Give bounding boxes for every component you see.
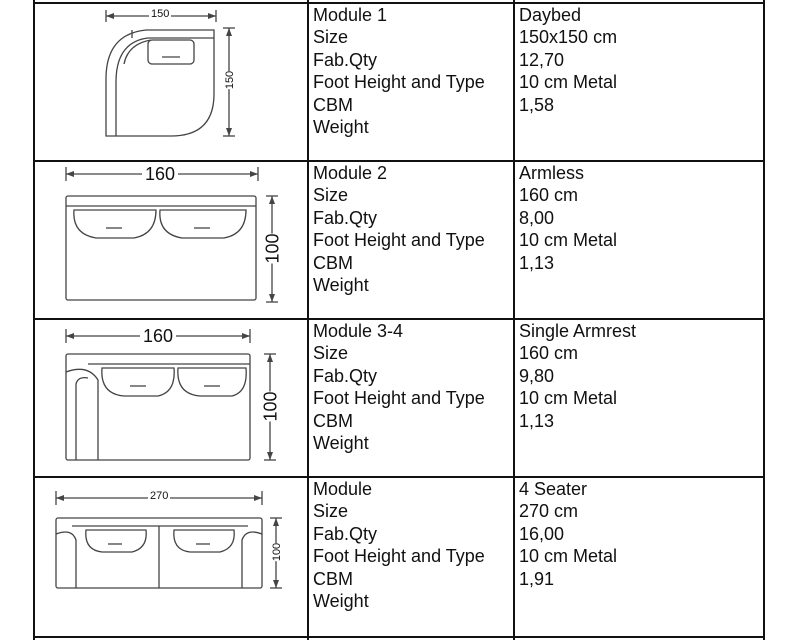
weight-label: Weight	[313, 433, 369, 454]
fab-qty-label: Fab.Qty	[313, 207, 378, 228]
foot-label: Foot Height and Type	[313, 230, 485, 251]
cbm-label: CBM	[313, 252, 353, 273]
foot-value: 10 cm Metal	[519, 546, 618, 567]
size-value: 160 cm	[519, 185, 579, 206]
fab-qty-value: 9,80	[519, 365, 555, 386]
weight-label: Weight	[313, 275, 369, 296]
size-value: 160 cm	[519, 343, 579, 364]
size-label: Size	[313, 343, 349, 364]
fab-qty-value: 16,00	[519, 523, 565, 544]
spec-values	[519, 162, 617, 274]
armless-sofa-drawing-icon	[36, 162, 306, 316]
size-value: 150x150 cm	[519, 27, 618, 48]
size-value: 270 cm	[519, 501, 579, 522]
module-type: Single Armrest	[519, 321, 637, 341]
spec-labels	[313, 162, 485, 296]
module-type: Daybed	[519, 5, 582, 25]
fab-qty-label: Fab.Qty	[313, 365, 378, 386]
foot-value: 10 cm Metal	[519, 388, 618, 409]
module-name: Module	[313, 479, 373, 499]
spec-labels	[313, 4, 485, 138]
cbm-value: 1,58	[519, 94, 555, 115]
spec-values	[519, 4, 617, 116]
table-divider-1	[307, 0, 309, 640]
foot-value: 10 cm Metal	[519, 72, 618, 93]
size-label: Size	[313, 27, 349, 48]
fab-qty-label: Fab.Qty	[313, 523, 378, 544]
module-name: Module 1	[313, 5, 388, 25]
depth-dimension-label: 100	[260, 391, 281, 422]
foot-value: 10 cm Metal	[519, 230, 618, 251]
cbm-value: 1,91	[519, 568, 555, 589]
width-dimension-label: 160	[140, 326, 176, 347]
four-seater-sofa-drawing-icon	[36, 478, 306, 634]
daybed-corner-drawing-icon	[36, 4, 306, 158]
width-dimension-label: 270	[150, 490, 169, 502]
width-dimension-label: 160	[142, 164, 178, 185]
foot-label: Foot Height and Type	[313, 72, 485, 93]
fab-qty-label: Fab.Qty	[313, 49, 378, 70]
cbm-value: 1,13	[519, 410, 555, 431]
table-border-left	[33, 0, 35, 640]
cbm-label: CBM	[313, 94, 353, 115]
row-divider-bottom	[33, 636, 765, 638]
spec-labels	[313, 320, 485, 454]
cbm-value: 1,13	[519, 252, 555, 273]
module-type: Armless	[519, 163, 585, 183]
weight-label: Weight	[313, 591, 369, 612]
depth-dimension-label: 100	[262, 233, 283, 264]
module-type: 4 Seater	[519, 479, 588, 499]
fab-qty-value: 12,70	[519, 49, 565, 70]
single-armrest-sofa-drawing-icon	[36, 320, 306, 474]
fab-qty-value: 8,00	[519, 207, 555, 228]
foot-label: Foot Height and Type	[313, 388, 485, 409]
spec-values	[519, 320, 636, 432]
module-name: Module 3-4	[313, 321, 404, 341]
size-label: Size	[313, 501, 349, 522]
cbm-label: CBM	[313, 568, 353, 589]
depth-dimension-label: 150	[224, 70, 237, 90]
cbm-label: CBM	[313, 410, 353, 431]
weight-label: Weight	[313, 117, 369, 138]
depth-dimension-label: 100	[271, 542, 284, 562]
module-name: Module 2	[313, 163, 388, 183]
spec-labels	[313, 478, 485, 612]
size-label: Size	[313, 185, 349, 206]
spec-values	[519, 478, 617, 590]
table-border-right	[763, 0, 765, 640]
foot-label: Foot Height and Type	[313, 546, 485, 567]
table-divider-2	[513, 0, 515, 640]
width-dimension-label: 150	[151, 8, 170, 20]
